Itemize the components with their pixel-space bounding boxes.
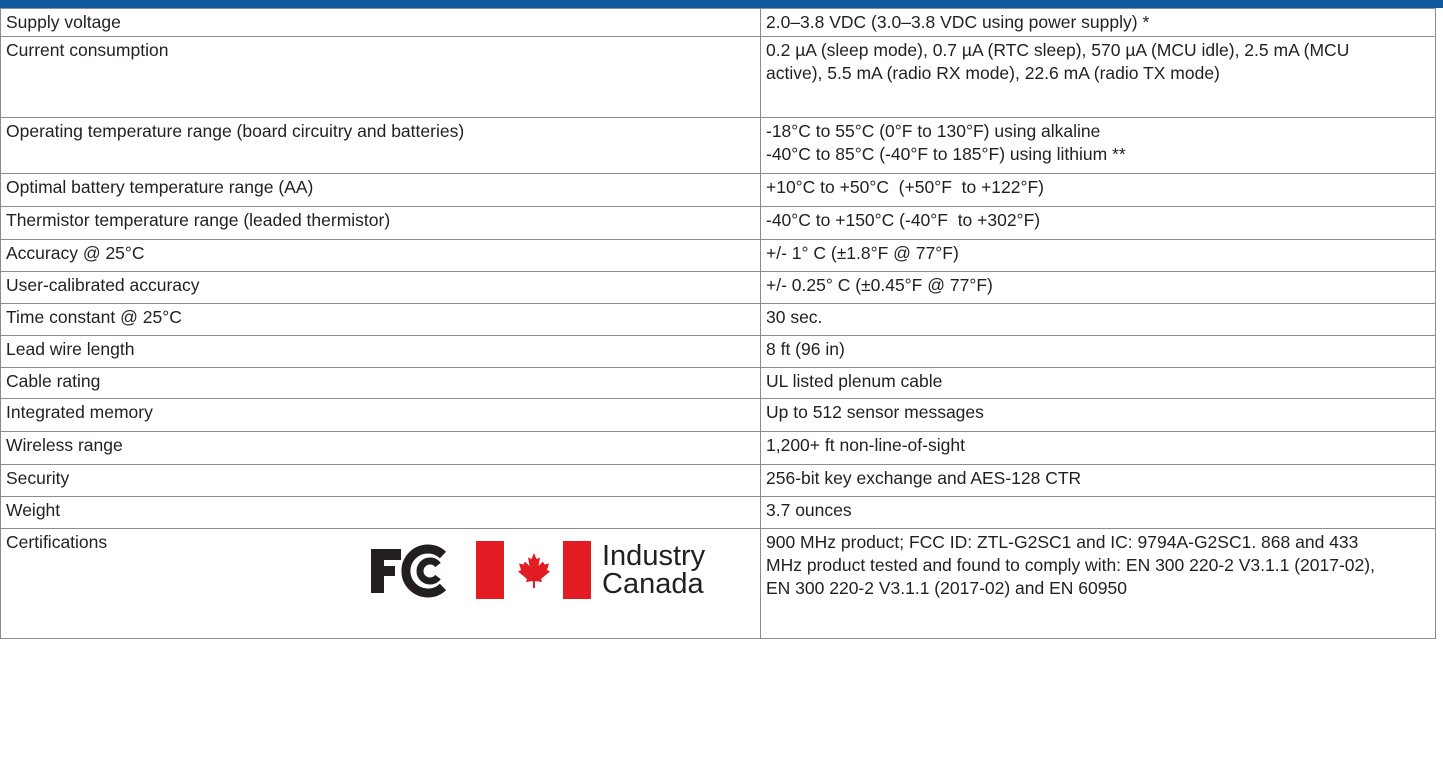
table-row (1, 399, 1436, 432)
spec-value (761, 118, 1436, 174)
industry-canada-logo (602, 541, 705, 598)
industry-canada-line: Industry (602, 540, 706, 572)
table-row (1, 529, 1436, 639)
spec-label: Certifications (6, 532, 108, 552)
spec-value: 30 sec. (761, 304, 1436, 336)
spec-value: 1,200+ ft non-line-of-sight (761, 432, 1436, 465)
spec-label-certifications (1, 529, 761, 639)
spec-label: Security (1, 465, 761, 497)
flag-white-band (504, 541, 563, 599)
flag-red-band (476, 541, 504, 599)
spec-label: Lead wire length (1, 336, 761, 368)
spec-value: +10°C to +50°C (+50°F to +122°F) (761, 174, 1436, 207)
spec-value: -40°C to +150°C (-40°F to +302°F) (761, 207, 1436, 240)
spec-value: 0.2 µA (sleep mode), 0.7 µA (RTC sleep), 570 µA (MCU idle), 2.5 mA (MCU active), 5.5 mA (radio RX mode), 22.6 mA (radio TX mode) (761, 37, 1436, 118)
spec-value: 3.7 ounces (761, 497, 1436, 529)
industry-canada-line: Canada (602, 568, 704, 600)
spec-value-line: -40°C to 85°C (-40°F to 185°F) using lithium ** (766, 144, 1126, 164)
table-row (1, 118, 1436, 174)
spec-label: Weight (1, 497, 761, 529)
flag-red-band (563, 541, 591, 599)
spec-value: 256-bit key exchange and AES-128 CTR (761, 465, 1436, 497)
table-row (1, 465, 1436, 497)
spec-label: User-calibrated accuracy (1, 272, 761, 304)
header-bar (0, 0, 1443, 8)
spec-value: Up to 512 sensor messages (761, 399, 1436, 432)
table-row (1, 368, 1436, 399)
specifications-table (0, 8, 1436, 639)
table-row (1, 174, 1436, 207)
canada-flag-icon (476, 541, 591, 599)
spec-value-line: -18°C to 55°C (0°F to 130°F) using alkaline (766, 121, 1101, 141)
spec-label: Cable rating (1, 368, 761, 399)
maple-leaf-icon (516, 551, 552, 589)
spec-label: Thermistor temperature range (leaded thermistor) (1, 207, 761, 240)
spec-label: Supply voltage (1, 9, 761, 37)
table-row (1, 497, 1436, 529)
table-row (1, 207, 1436, 240)
spec-label: Integrated memory (1, 399, 761, 432)
spec-value: +/- 1° C (±1.8°F @ 77°F) (761, 240, 1436, 272)
spec-label: Time constant @ 25°C (1, 304, 761, 336)
spec-label: Wireless range (1, 432, 761, 465)
table-row (1, 9, 1436, 37)
spec-label: Accuracy @ 25°C (1, 240, 761, 272)
table-row (1, 272, 1436, 304)
table-row (1, 37, 1436, 118)
certification-logos (369, 541, 705, 601)
spec-label: Current consumption (1, 37, 761, 118)
spec-label: Operating temperature range (board circuitry and batteries) (1, 118, 761, 174)
spec-value: 2.0–3.8 VDC (3.0–3.8 VDC using power supply) * (761, 9, 1436, 37)
spec-value: 900 MHz product; FCC ID: ZTL-G2SC1 and IC: 9794A-G2SC1. 868 and 433 MHz product tested and found to comply with: EN 300 220-2 V3.1.1 (2017-02), EN 300 220-2 V3.1.1 (2017-02) and EN 60950 (761, 529, 1436, 639)
table-row (1, 432, 1436, 465)
spec-value: +/- 0.25° C (±0.45°F @ 77°F) (761, 272, 1436, 304)
fcc-logo-icon (369, 543, 455, 599)
spec-label: Optimal battery temperature range (AA) (1, 174, 761, 207)
spec-value: UL listed plenum cable (761, 368, 1436, 399)
table-row (1, 304, 1436, 336)
spec-value: 8 ft (96 in) (761, 336, 1436, 368)
table-row (1, 240, 1436, 272)
table-row (1, 336, 1436, 368)
